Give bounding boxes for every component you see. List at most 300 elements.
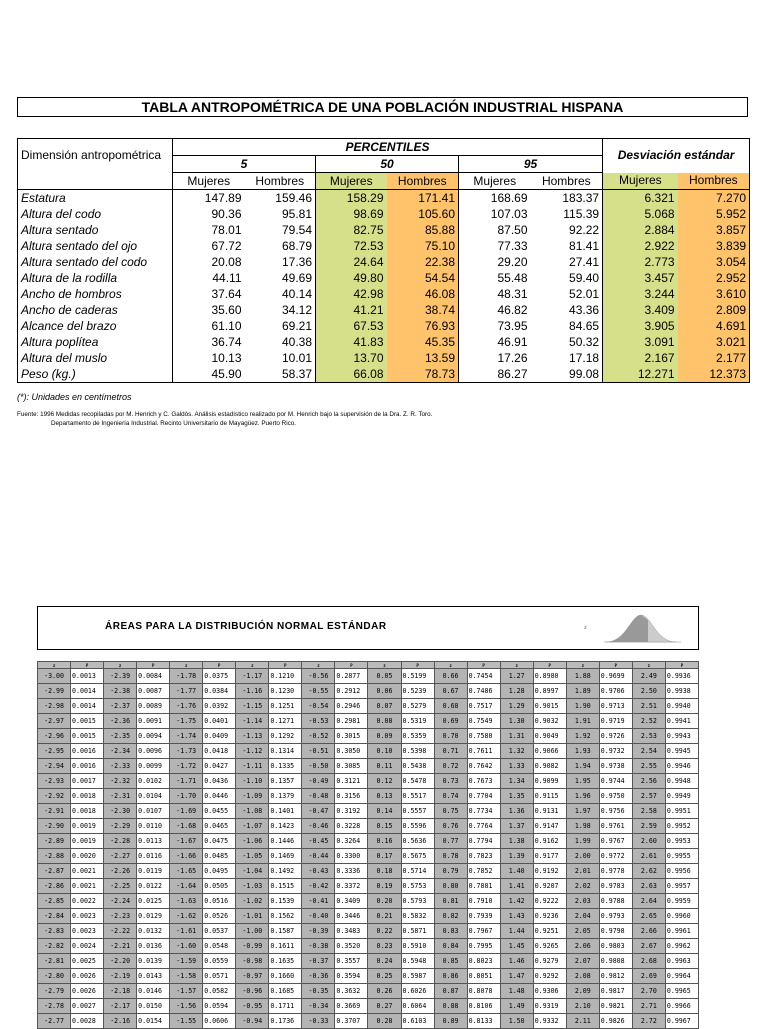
z-value: -2.20 [104, 954, 137, 969]
z-value: 0.16 [368, 834, 401, 849]
probability-value: 0.9793 [599, 909, 632, 924]
z-value: 0.82 [434, 909, 467, 924]
probability-value: 0.7794 [467, 834, 500, 849]
probability-value: 0.7881 [467, 879, 500, 894]
ztable-header: z [566, 662, 599, 669]
z-value: -1.66 [170, 849, 203, 864]
probability-value: 0.0375 [203, 669, 236, 684]
table-cell: 46.91 [497, 334, 528, 349]
z-value: 0.09 [368, 729, 401, 744]
probability-value: 0.9965 [665, 984, 698, 999]
probability-value: 0.8051 [467, 969, 500, 984]
probability-value: 0.9826 [599, 1014, 632, 1029]
probability-value: 0.9957 [665, 879, 698, 894]
z-value: 2.63 [632, 879, 665, 894]
col-hombres-95: Hombres [531, 173, 603, 190]
z-value: 2.53 [632, 729, 665, 744]
table-cell: 5.952 [678, 206, 750, 222]
ztable-row [38, 699, 699, 714]
probability-value: 0.9964 [665, 969, 698, 984]
probability-value: 0.2981 [335, 714, 368, 729]
z-value: -1.62 [170, 909, 203, 924]
z-value: 1.39 [500, 849, 533, 864]
ztable-row [38, 729, 699, 744]
z-value: -0.38 [302, 939, 335, 954]
probability-value: 0.1314 [269, 744, 302, 759]
z-value: -1.09 [236, 789, 269, 804]
probability-value: 0.5832 [401, 909, 434, 924]
probability-value: 0.2912 [335, 684, 368, 699]
z-value: 0.05 [368, 669, 401, 684]
table-row [18, 206, 750, 222]
z-value: -1.10 [236, 774, 269, 789]
table-cell: 3.244 [603, 286, 678, 302]
probability-value: 0.7454 [467, 669, 500, 684]
z-value: 1.91 [566, 714, 599, 729]
z-value: 1.38 [500, 834, 533, 849]
z-value: 0.19 [368, 879, 401, 894]
dimension-label: Peso (kg.) [18, 366, 173, 383]
probability-value: 0.3085 [335, 759, 368, 774]
probability-value: 0.5753 [401, 879, 434, 894]
probability-value: 0.7939 [467, 909, 500, 924]
probability-value: 0.9726 [599, 729, 632, 744]
z-value: -0.35 [302, 984, 335, 999]
table-cell: 95.81 [245, 206, 316, 222]
table-cell: 40.38 [245, 334, 316, 350]
probability-value: 0.9967 [665, 1014, 698, 1029]
z-value: -2.30 [104, 804, 137, 819]
dimension-label: Altura del codo [18, 206, 173, 222]
ztable-row [38, 954, 699, 969]
table-row [18, 222, 750, 238]
probability-value: 0.0021 [71, 879, 104, 894]
ztable-header: z [434, 662, 467, 669]
z-value: 1.49 [500, 999, 533, 1014]
probability-value: 0.9744 [599, 774, 632, 789]
table-cell: 72.53 [316, 238, 387, 254]
probability-value: 0.0125 [137, 894, 170, 909]
probability-value: 0.0129 [137, 909, 170, 924]
z-value: 0.69 [434, 714, 467, 729]
z-value: -2.22 [104, 924, 137, 939]
table-cell: 2.177 [678, 350, 750, 366]
probability-value: 0.9049 [533, 729, 566, 744]
z-value: -0.54 [302, 699, 335, 714]
probability-value: 0.1562 [269, 909, 302, 924]
z-value: 0.68 [434, 699, 467, 714]
table-cell: 34.12 [245, 302, 316, 318]
table-cell: 3.091 [603, 334, 678, 350]
probability-value: 0.5517 [401, 789, 434, 804]
probability-value: 0.1251 [269, 699, 302, 714]
z-value: 0.81 [434, 894, 467, 909]
z-value: -1.74 [170, 729, 203, 744]
ztable-row [38, 669, 699, 684]
ztable-header: P [335, 662, 368, 669]
probability-value: 0.3015 [335, 729, 368, 744]
z-value: -2.87 [38, 864, 71, 879]
table-cell: 98.69 [316, 206, 387, 222]
probability-value: 0.9767 [599, 834, 632, 849]
z-value: 1.94 [566, 759, 599, 774]
probability-value: 0.9265 [533, 939, 566, 954]
z-value: 1.31 [500, 729, 533, 744]
ztable-row [38, 1014, 699, 1029]
probability-value: 0.0559 [203, 954, 236, 969]
table-cell: 3.054 [678, 254, 750, 270]
ztable-header: z [236, 662, 269, 669]
probability-value: 0.0087 [137, 684, 170, 699]
dimension-label: Alcance del brazo [18, 318, 173, 334]
table-cell: 2.922 [603, 238, 678, 254]
table-cell: 38.74 [387, 302, 459, 318]
z-value: -1.05 [236, 849, 269, 864]
probability-value: 0.0436 [203, 774, 236, 789]
probability-value: 0.0475 [203, 834, 236, 849]
probability-value: 0.0025 [71, 954, 104, 969]
ztable-header: z [302, 662, 335, 669]
probability-value: 0.6064 [401, 999, 434, 1014]
probability-value: 0.0143 [137, 969, 170, 984]
table-cell: 46.08 [387, 286, 459, 302]
z-value: -0.50 [302, 759, 335, 774]
probability-value: 0.0136 [137, 939, 170, 954]
z-value: -0.40 [302, 909, 335, 924]
z-value: -2.78 [38, 999, 71, 1014]
probability-value: 0.0028 [71, 1014, 104, 1029]
source-line-1: Fuente: 1996 Medidas recopiladas por M. Henrich y C. Galdós. Análisis estadístico realizado por M. Henrich bajo la supervisión de la Dra. Z. R. Toro. [17, 411, 433, 418]
probability-value: 0.1357 [269, 774, 302, 789]
z-value: 0.18 [368, 864, 401, 879]
table-cell: 81.41 [531, 238, 603, 254]
probability-value: 0.2946 [335, 699, 368, 714]
probability-value: 0.1379 [269, 789, 302, 804]
table-cell: 3.905 [603, 318, 678, 334]
table-cell: 59.40 [531, 270, 603, 286]
probability-value: 0.3409 [335, 894, 368, 909]
z-value: 2.66 [632, 924, 665, 939]
z-value: -2.35 [104, 729, 137, 744]
z-value: -2.36 [104, 714, 137, 729]
z-value: 0.72 [434, 759, 467, 774]
z-value: 1.97 [566, 804, 599, 819]
probability-value: 0.9943 [665, 729, 698, 744]
z-value: 0.27 [368, 999, 401, 1014]
probability-value: 0.1660 [269, 969, 302, 984]
z-value: 1.42 [500, 894, 533, 909]
probability-value: 0.9951 [665, 804, 698, 819]
probability-value: 0.1515 [269, 879, 302, 894]
probability-value: 0.0021 [71, 864, 104, 879]
probability-value: 0.0119 [137, 864, 170, 879]
probability-value: 0.9963 [665, 954, 698, 969]
probability-value: 0.9812 [599, 969, 632, 984]
table-cell: 77.33 [497, 238, 528, 253]
probability-value: 0.0465 [203, 819, 236, 834]
z-value: -1.58 [170, 969, 203, 984]
probability-value: 0.0516 [203, 894, 236, 909]
page-title: TABLA ANTROPOMÉTRICA DE UNA POBLACIÓN INDUSTRIAL HISPANA [17, 97, 748, 117]
z-value: -2.88 [38, 849, 71, 864]
z-value: -1.77 [170, 684, 203, 699]
probability-value: 0.0526 [203, 909, 236, 924]
table-cell: 76.93 [387, 318, 459, 334]
z-value: -1.17 [236, 669, 269, 684]
probability-value: 0.0015 [71, 714, 104, 729]
table-cell: 84.65 [531, 318, 603, 334]
probability-value: 0.9798 [599, 924, 632, 939]
z-value: -2.82 [38, 939, 71, 954]
z-value: 1.30 [500, 714, 533, 729]
probability-value: 0.0102 [137, 774, 170, 789]
z-value: -2.99 [38, 684, 71, 699]
probability-value: 0.0427 [203, 759, 236, 774]
z-value: -0.36 [302, 969, 335, 984]
z-value: 2.60 [632, 834, 665, 849]
z-value: 0.78 [434, 849, 467, 864]
ztable-row [38, 969, 699, 984]
dimension-label: Altura del muslo [18, 350, 173, 366]
probability-value: 0.1292 [269, 729, 302, 744]
dimension-label: Ancho de hombros [18, 286, 173, 302]
z-value: 0.71 [434, 744, 467, 759]
probability-value: 0.9788 [599, 894, 632, 909]
z-value: -1.11 [236, 759, 269, 774]
table-cell: 171.41 [387, 190, 459, 207]
z-value: 1.90 [566, 699, 599, 714]
z-value: -0.97 [236, 969, 269, 984]
table-cell: 6.321 [603, 190, 678, 207]
z-value: 2.01 [566, 864, 599, 879]
normal-curve-icon [576, 609, 686, 647]
probability-value: 0.9955 [665, 849, 698, 864]
probability-value: 0.7642 [467, 759, 500, 774]
z-value: 0.85 [434, 954, 467, 969]
probability-value: 0.9946 [665, 759, 698, 774]
probability-value: 0.1271 [269, 714, 302, 729]
z-value: 2.56 [632, 774, 665, 789]
probability-value: 0.5279 [401, 699, 434, 714]
table-cell: 22.38 [387, 254, 459, 270]
anthropometric-table [17, 138, 750, 383]
probability-value: 0.7580 [467, 729, 500, 744]
table-cell: 85.88 [387, 222, 459, 238]
col-hombres-5: Hombres [245, 173, 316, 190]
table-cell: 67.72 [211, 238, 242, 253]
z-value: -1.12 [236, 744, 269, 759]
table-cell: 12.271 [603, 366, 678, 383]
ztable-header: z [500, 662, 533, 669]
z-value: 1.40 [500, 864, 533, 879]
z-value: -0.37 [302, 954, 335, 969]
probability-value: 0.0409 [203, 729, 236, 744]
table-cell: 37.64 [211, 286, 242, 301]
z-value: -2.93 [38, 774, 71, 789]
probability-value: 0.3446 [335, 909, 368, 924]
table-cell: 52.01 [531, 286, 603, 302]
z-value: 1.88 [566, 669, 599, 684]
probability-value: 0.7734 [467, 804, 500, 819]
z-value: 0.24 [368, 954, 401, 969]
z-value: 2.49 [632, 669, 665, 684]
probability-value: 0.8997 [533, 684, 566, 699]
probability-value: 0.9959 [665, 894, 698, 909]
z-value: -0.34 [302, 999, 335, 1014]
z-value: -2.92 [38, 789, 71, 804]
ztable-row [38, 744, 699, 759]
probability-value: 0.5948 [401, 954, 434, 969]
probability-value: 0.0150 [137, 999, 170, 1014]
z-value: -2.37 [104, 699, 137, 714]
z-value: 0.08 [368, 714, 401, 729]
table-cell: 159.46 [245, 190, 316, 207]
probability-value: 0.9778 [599, 864, 632, 879]
z-value: -2.38 [104, 684, 137, 699]
probability-value: 0.7611 [467, 744, 500, 759]
probability-value: 0.5596 [401, 819, 434, 834]
probability-value: 0.3264 [335, 834, 368, 849]
z-value: -1.69 [170, 804, 203, 819]
probability-value: 0.7823 [467, 849, 500, 864]
probability-value: 0.9713 [599, 699, 632, 714]
probability-value: 0.9319 [533, 999, 566, 1014]
probability-value: 0.5987 [401, 969, 434, 984]
probability-value: 0.0594 [203, 999, 236, 1014]
table-cell: 2.809 [678, 302, 750, 318]
z-value: 1.46 [500, 954, 533, 969]
probability-value: 0.0089 [137, 699, 170, 714]
z-value: -1.01 [236, 909, 269, 924]
probability-value: 0.7673 [467, 774, 500, 789]
units-note: (*): Unidades en centímetros [17, 392, 132, 402]
z-value: -2.91 [38, 804, 71, 819]
z-value: 0.79 [434, 864, 467, 879]
z-value: 1.47 [500, 969, 533, 984]
z-value: 1.92 [566, 729, 599, 744]
table-cell: 168.69 [490, 190, 528, 205]
z-value: -2.31 [104, 789, 137, 804]
ztable-header: P [533, 662, 566, 669]
table-cell: 2.952 [678, 270, 750, 286]
table-cell: 44.11 [212, 270, 242, 285]
z-value: -1.06 [236, 834, 269, 849]
table-cell: 78.73 [387, 366, 459, 383]
table-cell: 42.98 [316, 286, 387, 302]
dimension-label: Altura sentado del ojo [18, 238, 173, 254]
probability-value: 0.5910 [401, 939, 434, 954]
z-value: -1.71 [170, 774, 203, 789]
z-value: -1.78 [170, 669, 203, 684]
ztable-header: P [137, 662, 170, 669]
normal-distribution-header [37, 606, 699, 650]
z-value: -1.07 [236, 819, 269, 834]
table-cell: 87.50 [497, 222, 528, 237]
table-cell: 158.29 [316, 190, 387, 207]
probability-value: 0.6026 [401, 984, 434, 999]
table-cell: 50.32 [531, 334, 603, 350]
z-value: 1.50 [500, 1014, 533, 1029]
z-value: -2.79 [38, 984, 71, 999]
z-value: -1.14 [236, 714, 269, 729]
ztable-row [38, 684, 699, 699]
z-value: 1.89 [566, 684, 599, 699]
probability-value: 0.0013 [71, 669, 104, 684]
table-cell: 17.18 [531, 350, 603, 366]
z-value: 0.12 [368, 774, 401, 789]
probability-value: 0.5557 [401, 804, 434, 819]
table-cell: 5.068 [603, 206, 678, 222]
probability-value: 0.9966 [665, 999, 698, 1014]
z-value: -1.15 [236, 699, 269, 714]
ztable-row [38, 999, 699, 1014]
probability-value: 0.6103 [401, 1014, 434, 1029]
ztable-header: P [599, 662, 632, 669]
z-value: 2.52 [632, 714, 665, 729]
z-value: 0.80 [434, 879, 467, 894]
z-value: -1.67 [170, 834, 203, 849]
probability-value: 0.9222 [533, 894, 566, 909]
probability-value: 0.5636 [401, 834, 434, 849]
table-cell: 61.10 [211, 318, 242, 333]
probability-value: 0.9961 [665, 924, 698, 939]
ztable-header: z [632, 662, 665, 669]
z-value: -2.29 [104, 819, 137, 834]
probability-value: 0.0548 [203, 939, 236, 954]
ztable-row [38, 759, 699, 774]
table-cell: 3.839 [678, 238, 750, 254]
table-cell: 27.41 [531, 254, 603, 270]
z-value: -2.89 [38, 834, 71, 849]
ztable-header: P [71, 662, 104, 669]
z-value: -0.52 [302, 729, 335, 744]
table-cell: 92.22 [531, 222, 603, 238]
probability-value: 0.0019 [71, 834, 104, 849]
probability-value: 0.8023 [467, 954, 500, 969]
z-value: -2.16 [104, 1014, 137, 1029]
z-value: 2.51 [632, 699, 665, 714]
probability-value: 0.9953 [665, 834, 698, 849]
table-cell: 75.10 [387, 238, 459, 254]
z-value: 1.35 [500, 789, 533, 804]
table-cell: 79.54 [245, 222, 316, 238]
z-value: -0.48 [302, 789, 335, 804]
probability-value: 0.9962 [665, 939, 698, 954]
probability-value: 0.1736 [269, 1014, 302, 1029]
ztable-row [38, 984, 699, 999]
z-value: -1.64 [170, 879, 203, 894]
z-value: -0.96 [236, 984, 269, 999]
table-cell: 78.01 [211, 222, 242, 237]
probability-value: 0.0139 [137, 954, 170, 969]
probability-value: 0.0014 [71, 684, 104, 699]
z-value: 2.69 [632, 969, 665, 984]
probability-value: 0.5199 [401, 669, 434, 684]
table-cell: 54.54 [387, 270, 459, 286]
z-value: 0.14 [368, 804, 401, 819]
probability-value: 0.8078 [467, 984, 500, 999]
z-value: -0.55 [302, 684, 335, 699]
probability-value: 0.1685 [269, 984, 302, 999]
percentile-50-header: 50 [316, 156, 459, 173]
table-cell: 29.20 [497, 254, 528, 269]
ztable-row [38, 879, 699, 894]
probability-value: 0.9732 [599, 744, 632, 759]
probability-value: 0.0014 [71, 699, 104, 714]
probability-value: 0.2877 [335, 669, 368, 684]
probability-value: 0.0024 [71, 939, 104, 954]
ztable-row [38, 714, 699, 729]
